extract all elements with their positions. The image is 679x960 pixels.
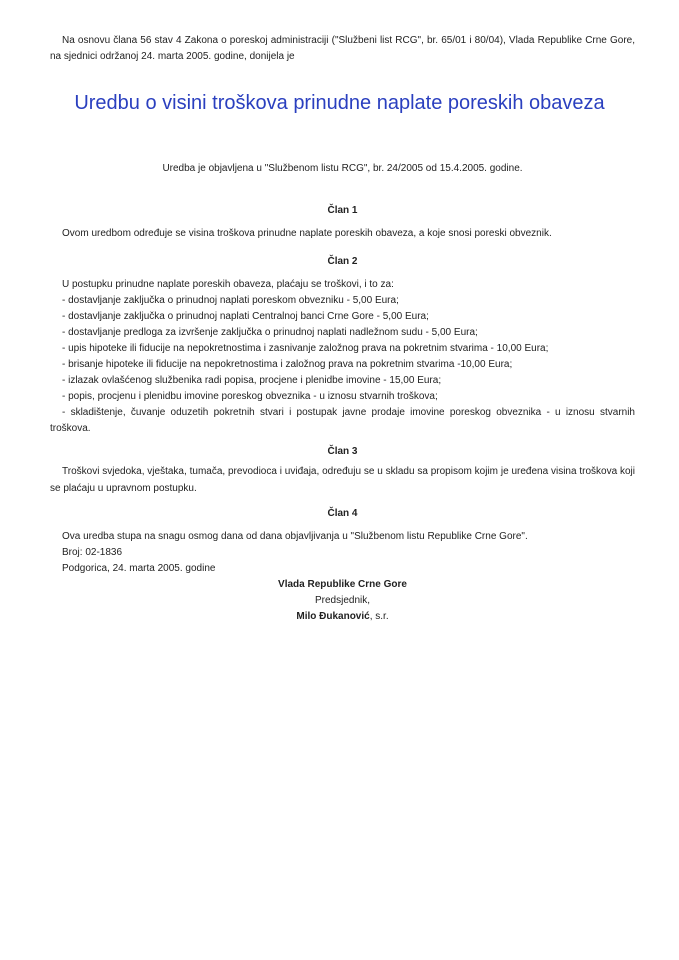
signature-line [50,609,635,625]
article-2-body [50,277,635,437]
list-item: - dostavljanje zaključka o prinudnoj naplati poreskom obvezniku - 5,00 Eura; [62,295,399,306]
preamble: Na osnovu člana 56 stav 4 Zakona o poreskoj administraciji ("Službeni list RCG", br. 65/01 i 80/04), Vlada Republike Crne Gore, na sjednici održanoj 24. marta 2005. godine, donijela je [50,35,635,62]
list-item: - brisanje hipoteke ili fiducije na nepokretnostima i založnog prava na pokretnim stvarima -10,00 Eura; [62,359,513,370]
article-3-heading: Član 3 [327,446,358,457]
list-item: - popis, procjenu i plenidbu imovine poreskog obveznika - u iznosu stvarnih troškova; [62,391,438,402]
list-item: - skladištenje, čuvanje oduzetih pokretnih stvari i postupak javne prodaje imovine poreskog obveznika - u iznosu stvarnih troškova. [50,407,635,434]
signature-suffix: , s.r. [369,611,389,622]
article-3-text: Troškovi svjedoka, vještaka, tumača, prevodioca i uviđaja, određuju se u skladu sa propisom kojim je uređena visina troškova koji se plaćaju u upravnom postupku. [50,466,635,494]
article-4-body [50,529,635,625]
article-2-heading: Član 2 [327,256,358,267]
list-item: - izlazak ovlašćenog službenika radi popisa, procjene i plenidbe imovine - 15,00 Eura; [62,375,442,386]
article-4-text: Ova uredba stupa na snagu osmog dana od dana objavljivanja u "Službenom listu Republike Crne Gore". [62,531,528,542]
publication-note: Uredba je objavljena u "Službenom listu RCG", br. 24/2005 od 15.4.2005. godine. [162,163,523,174]
signature-role: Predsjednik, [314,595,371,606]
signature-body: Vlada Republike Crne Gore [278,579,407,590]
list-item: - upis hipoteke ili fiducije na nepokretnostima i zasnivanje založnog prava na pokretnim stvarima - 10,00 Eura; [62,343,549,354]
article-1-text: Ovom uredbom određuje se visina troškova prinudne naplate poreskih obaveza, a koje snosi poreski obveznik. [62,228,552,239]
article-4-heading: Član 4 [327,508,358,519]
article-2-intro: U postupku prinudne naplate poreskih obaveza, plaćaju se troškovi, i to za: [62,279,394,290]
document-title: Uredbu o visini troškova prinudne naplate poreskih obaveza [74,92,605,114]
place-date: Podgorica, 24. marta 2005. godine [62,563,216,574]
article-1-heading: Član 1 [327,205,358,216]
list-item: - dostavljanje predloga za izvršenje zaključka o prinudnoj naplati nadležnom sudu - 5,00 Eura; [62,327,478,338]
document-number: Broj: 02-1836 [62,547,123,558]
signature-name: Milo Đukanović [296,611,370,622]
list-item: - dostavljanje zaključka o prinudnoj naplati Centralnoj banci Crne Gore - 5,00 Eura; [62,311,429,322]
